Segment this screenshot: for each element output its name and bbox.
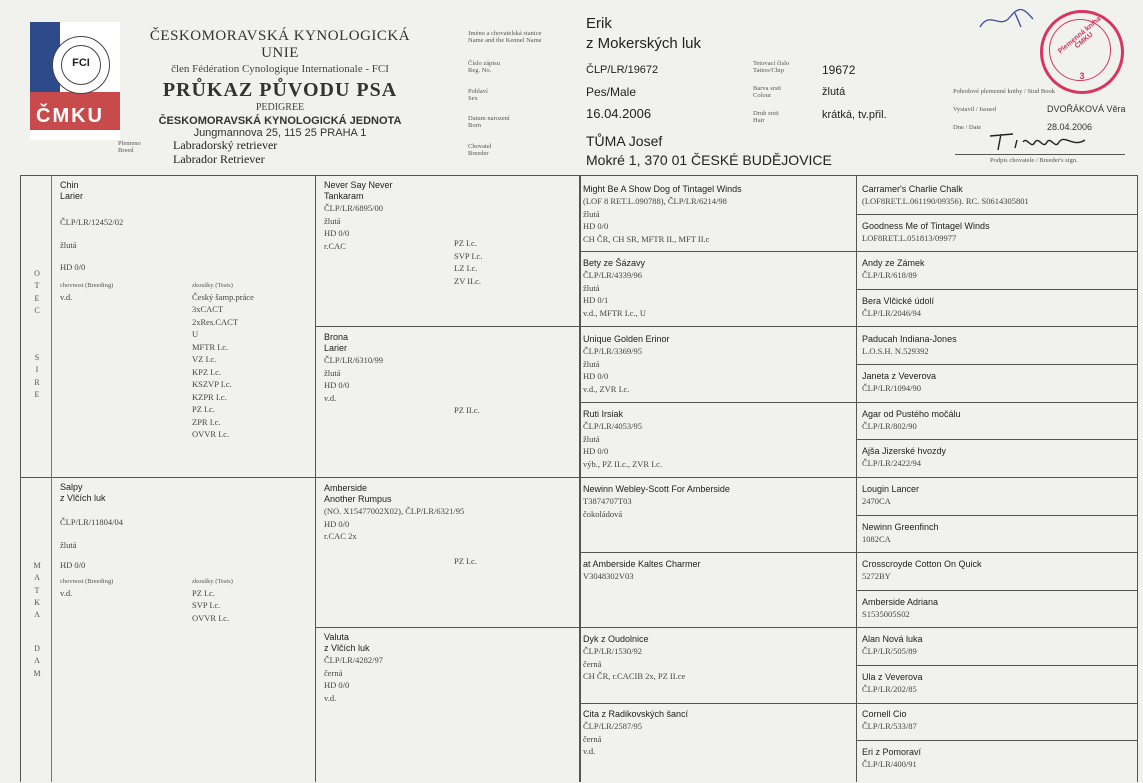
address: Jungmannova 25, 115 25 PRAHA 1 bbox=[193, 127, 367, 139]
great-grandparent-cell-3: Unique Golden Erinor ČLP/LR/3369/95 žlutá HD 0/0 v.d., ZVR I.c. bbox=[583, 334, 670, 394]
dog-sex: Pes/Male bbox=[586, 85, 637, 99]
great-grandparent-cell-4: Ruti Irsiak ČLP/LR/4053/95 žlutá HD 0/0 výb., PZ II.c., ZVR I.c. bbox=[583, 409, 663, 469]
gggp-cell-12: Amberside Adriana S1535005S02 bbox=[862, 597, 939, 619]
official-stamp: Plemenná kniha ČMKU 3 bbox=[1040, 10, 1124, 94]
gggp-cell-3: Andy ze Zámek ČLP/LR/618/89 bbox=[862, 258, 925, 280]
great-grandparent-cell-7: Dyk z Oudolnice ČLP/LR/1530/92 černá CH ČR, r.CACIB 2x, PZ II.ce bbox=[583, 634, 686, 681]
dog-born: 16.04.2006 bbox=[586, 106, 652, 121]
date-label: Dne / Date bbox=[953, 124, 982, 131]
gggp-cell-2: Goodness Me of Tintagel Winds LOF8RET.L.051813/09977 bbox=[862, 221, 990, 243]
gggp-cell-14: Ula z Veverova ČLP/LR/202/85 bbox=[862, 672, 923, 694]
dog-hair: krátká, tv.přil. bbox=[822, 109, 887, 121]
great-grandparent-cell-6: at Amberside Kaltes Charmer V3048302V03 bbox=[583, 559, 701, 581]
issued-label: Vystavil / Issued bbox=[953, 106, 996, 113]
side-label-otec: O T E C bbox=[34, 269, 40, 315]
gggp-cell-6: Janeta z Veverova ČLP/LR/1094/90 bbox=[862, 371, 937, 393]
org-title: ČESKOMORAVSKÁ KYNOLOGICKÁ UNIE bbox=[149, 28, 411, 61]
breeder-sign-label: Podpis chovatele / Breeder's sign. bbox=[990, 157, 1078, 164]
grandparent-cell-3: Amberside Another Rumpus (NO. X15477002X02), ČLP/LR/6321/95 HD 0/0 r.CAC 2x PZ I.c. bbox=[324, 483, 477, 566]
breeder-name: TŮMA Josef bbox=[586, 133, 663, 149]
gggp-cell-9: Lougin Lancer 2470CA bbox=[862, 484, 920, 506]
gggp-cell-4: Bera Vlčické údolí ČLP/LR/2046/94 bbox=[862, 296, 935, 318]
issue-date: 28.04.2006 bbox=[1047, 122, 1093, 132]
dog-tattoo: 19672 bbox=[822, 63, 856, 77]
breeder-signature bbox=[985, 128, 1095, 156]
gggp-cell-13: Alan Nová luka ČLP/LR/505/89 bbox=[862, 634, 923, 656]
grandparent-cell-4: Valuta z Vlčích luk ČLP/LR/4282/97 černá HD 0/0 v.d. bbox=[324, 632, 384, 703]
gggp-cell-1: Carramer's Charlie Chalk (LOF8RET.L.061190/09356). RC. S0614305801 bbox=[862, 184, 1029, 206]
great-grandparent-cell-5: Newinn Webley-Scott For Amberside T3874707T03 čokoládová bbox=[583, 484, 730, 519]
field-labels-right: Tetovací číslo Tattoo/Chip Barva srsti Colour Druh srsti Hair bbox=[753, 60, 790, 124]
breed-label: Plemeno Breed bbox=[118, 140, 141, 154]
great-grandparent-cell-8: Cita z Radikovských šancí ČLP/LR/2587/95 černá v.d. bbox=[583, 709, 689, 756]
side-label-sire: S I R E bbox=[34, 353, 40, 399]
cmku-logo: ČMKU bbox=[36, 105, 104, 127]
sire-cell: Chin Larier ČLP/LR/12452/02 žlutá HD 0/0 chovnost (Breeding) zkoušky (Tests) v.d. Český šamp.práce 3xCACT 2xRes.CACT U MFTR I.c. VZ I.c. KPZ I.c. KSZVP I.c. KZPR I.c. PZ I.c. ZPR I.c. OVVR I.c. bbox=[60, 180, 254, 439]
gggp-cell-11: Crosscroyde Cotton On Quick 5272BY bbox=[862, 559, 982, 581]
stud-book-text: Pohodové plemenné knihy / Stud Book bbox=[953, 88, 1056, 95]
gggp-cell-10: Newinn Greenfinch 1082CA bbox=[862, 522, 939, 544]
fci-logo: FCI bbox=[52, 36, 110, 94]
dam-cell: Salpy z Vlčích luk ČLP/LR/11804/04 žlutá HD 0/0 chovnost (Breeding) zkoušky (Tests) v.d. PZ I.c. SVP I.c. OVVR I.c. bbox=[60, 482, 233, 623]
gggp-cell-7: Agar od Pustého močálu ČLP/LR/802/90 bbox=[862, 409, 961, 431]
stamp-signature bbox=[975, 5, 1045, 35]
gggp-cell-16: Eri z Pomoraví ČLP/LR/400/91 bbox=[862, 747, 922, 769]
flag-logo-block bbox=[30, 22, 120, 162]
side-label-matka: M A T K A bbox=[33, 561, 41, 620]
grandparent-cell-1: Never Say Never Tankaram ČLP/LR/6895/00 žlutá HD 0/0 r.CAC PZ I.c. SVP I.c. LZ I.c. ZV II.c. bbox=[324, 180, 483, 286]
gggp-cell-15: Cornell Cio ČLP/LR/533/87 bbox=[862, 709, 917, 731]
grandparent-cell-2: Brona Larier ČLP/LR/6310/99 žlutá HD 0/0 v.d. PZ II.c. bbox=[324, 332, 480, 415]
issued-by: DVOŘÁKOVÁ Věra bbox=[1047, 104, 1126, 114]
jednota: ČESKOMORAVSKÁ KYNOLOGICKÁ JEDNOTA bbox=[158, 115, 402, 127]
dog-name: Erik z Mokerských luk bbox=[586, 15, 702, 52]
org-subtitle: člen Fédération Cynologique Internationale - FCI bbox=[171, 63, 389, 75]
breeder-address: Mokré 1, 370 01 ČESKÉ BUDĚJOVICE bbox=[586, 152, 832, 168]
dog-colour: žlutá bbox=[822, 86, 846, 98]
great-grandparent-cell-1: Might Be A Show Dog of Tintagel Winds (LOF 8 RET.L.090788), ČLP/LR/6214/98 žlutá HD 0/0 CH ČR, CH SR, MFTR II., MFT II.c bbox=[583, 184, 742, 244]
field-labels: Jméno a chovatelská stanice Name and the Kennel Name Číslo zápisu Reg. No. Pohlaví Sex Datum narození Born Chovatel Breeder bbox=[468, 30, 542, 157]
great-grandparent-cell-2: Bety ze Šázavy ČLP/LR/4339/96 žlutá HD 0/1 v.d., MFTR I.c., U bbox=[583, 258, 646, 318]
gggp-cell-5: Paducah Indiana-Jones L.O.S.H. N.529392 bbox=[862, 334, 957, 356]
gggp-cell-8: Ajša Jizerské hvozdy ČLP/LR/2422/94 bbox=[862, 446, 947, 468]
breed-value: Labradorský retriever Labrador Retriever bbox=[173, 138, 278, 166]
doc-title-en: PEDIGREE bbox=[255, 102, 305, 113]
side-label-dam: D A M bbox=[33, 644, 41, 678]
doc-title: PRŮKAZ PŮVODU PSA bbox=[162, 79, 398, 101]
dog-reg: ČLP/LR/19672 bbox=[586, 64, 659, 76]
